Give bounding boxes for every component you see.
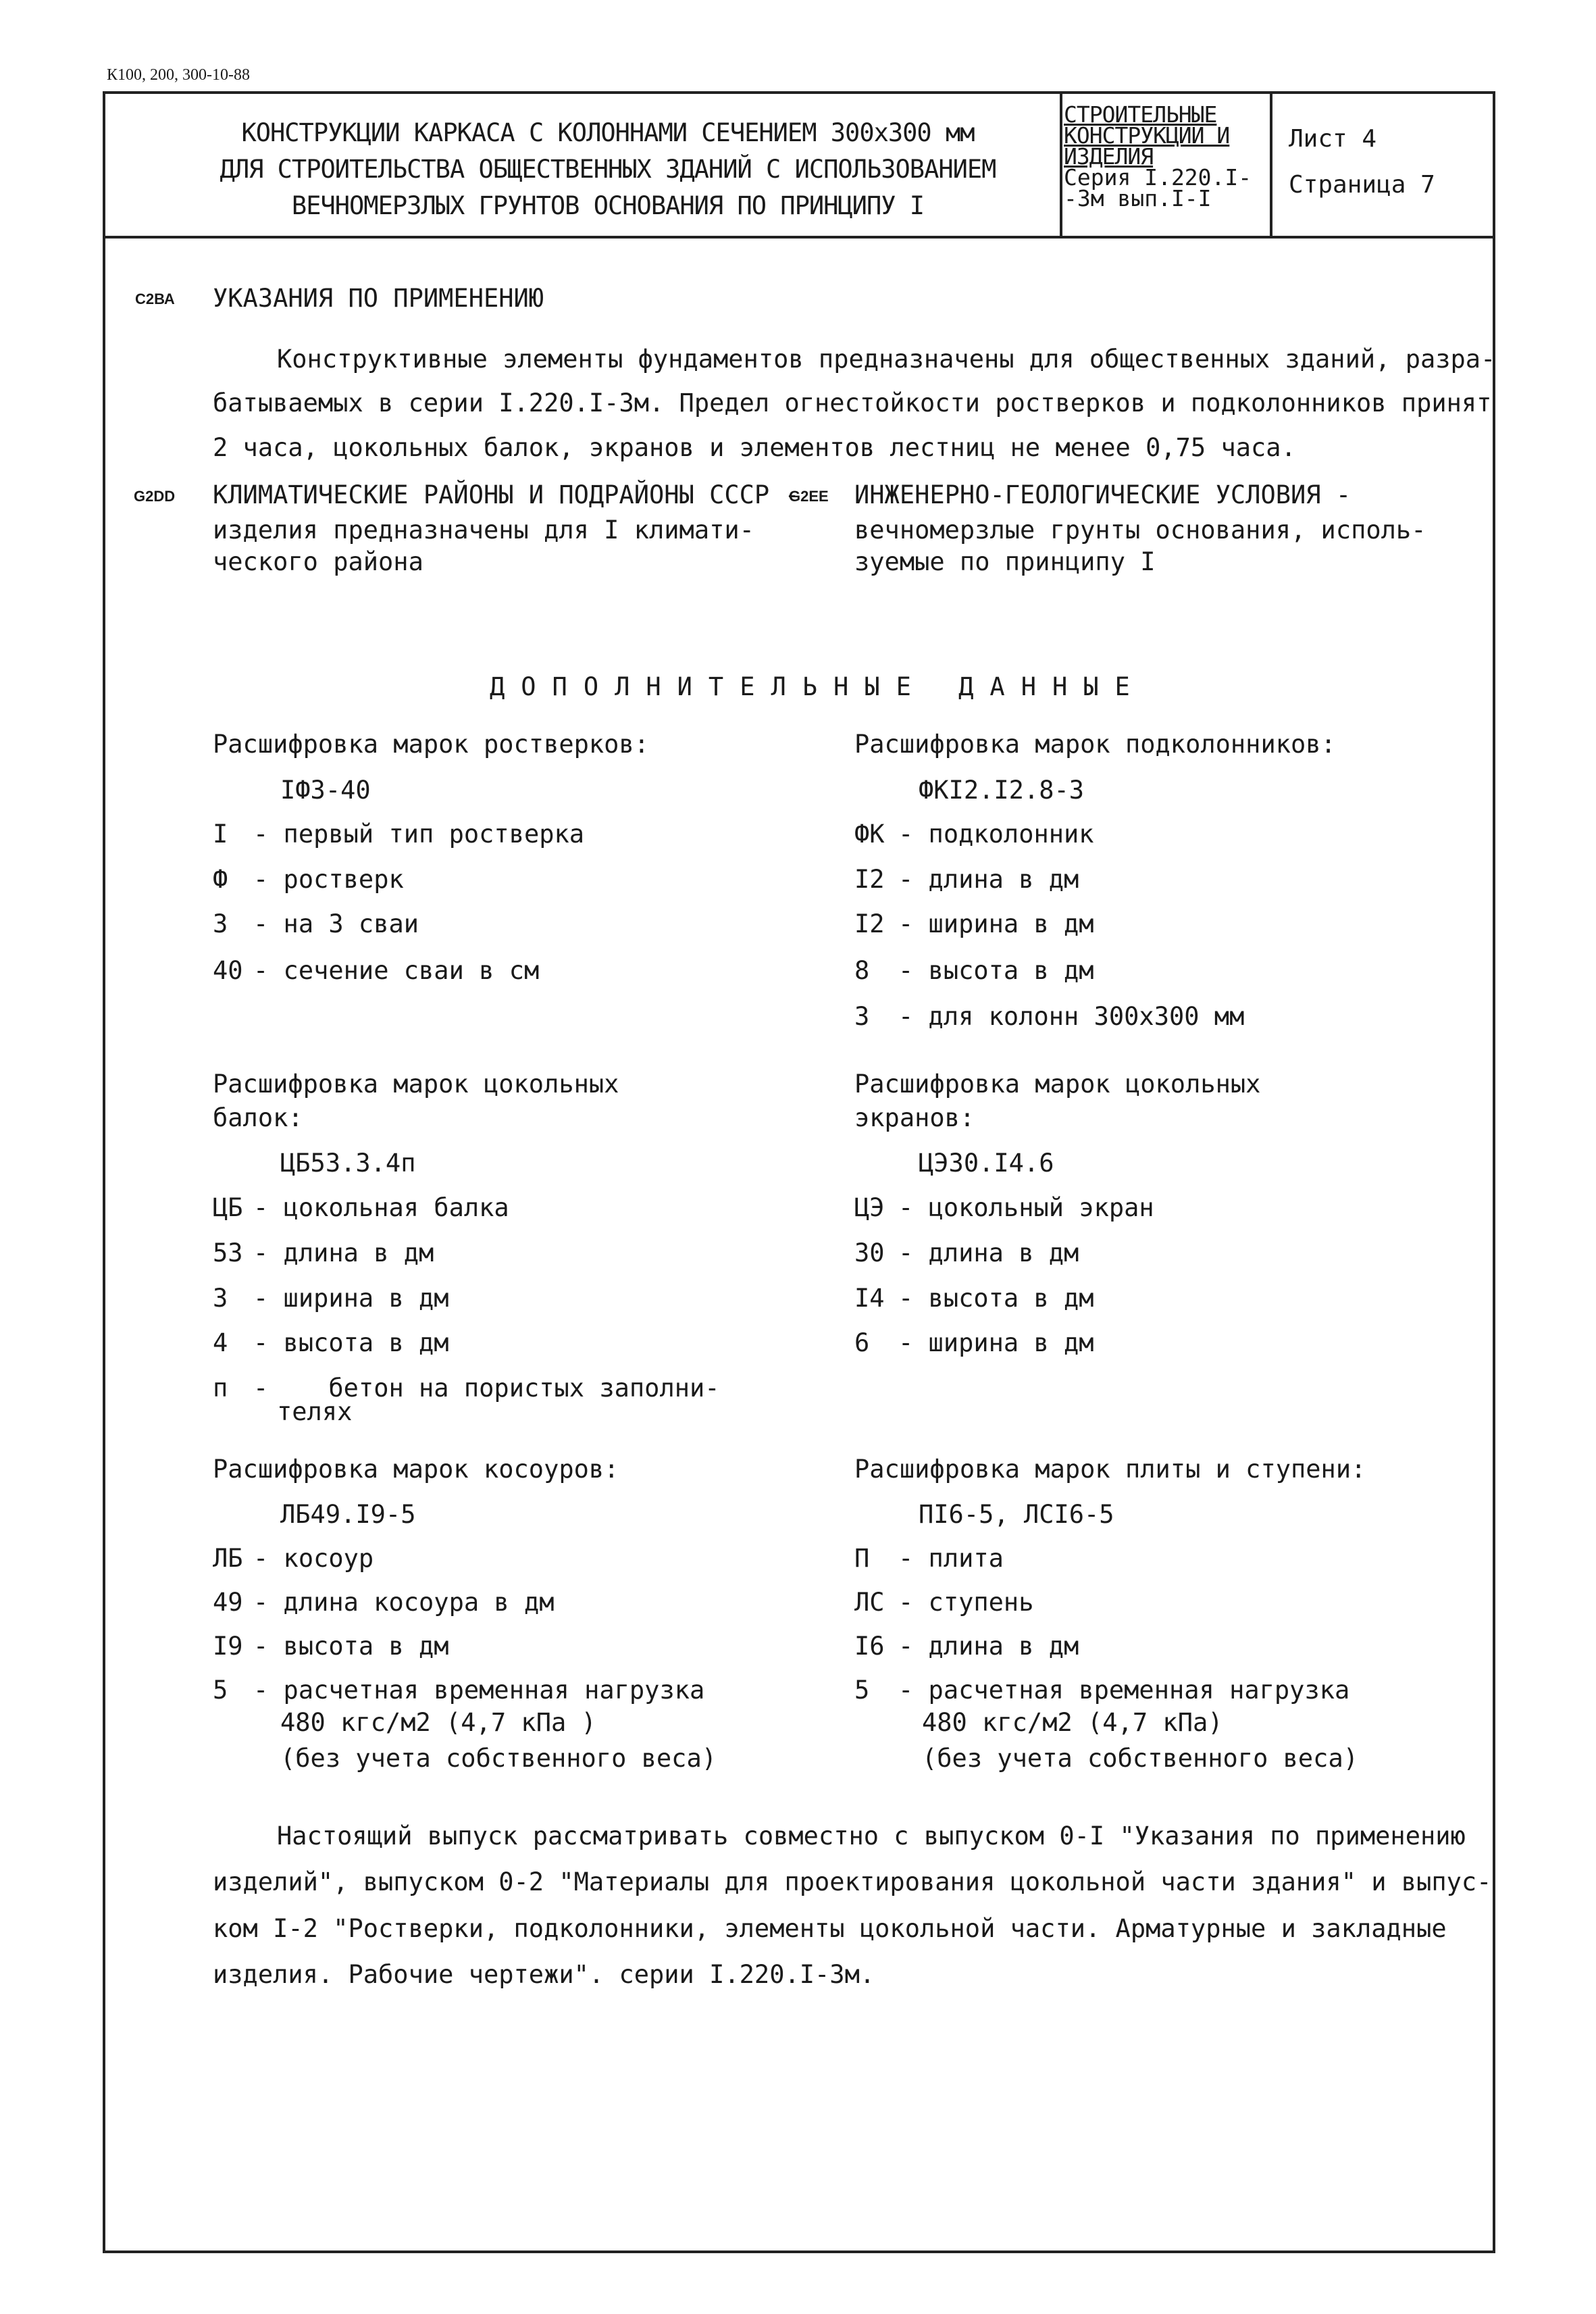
series-block: [1064, 101, 1266, 211]
kosour-key: 5: [213, 1676, 228, 1705]
balki-value-tail: телях: [277, 1397, 353, 1426]
geology-line: ИНЖЕНЕРНО-ГЕОЛОГИЧЕСКИЕ УСЛОВИЯ -: [854, 480, 1352, 509]
ekrany-code: ЦЭ30.I4.6: [919, 1149, 1054, 1178]
ekrany-title: экранов:: [854, 1103, 975, 1132]
kosour-value: - косоур: [253, 1544, 374, 1573]
rostverk-value: - сечение сваи в см: [253, 956, 540, 985]
balki-value: - бетон на пористых заполни-: [253, 1374, 720, 1403]
kosour-key: 49: [213, 1588, 243, 1617]
plity-value: - плита: [898, 1544, 1004, 1573]
usage-code: С2ВА: [135, 291, 175, 307]
balki-value: - длина в дм: [253, 1238, 434, 1267]
podkolonnik-key: I2: [854, 865, 885, 894]
kosour-value: - длина косоура в дм: [253, 1588, 555, 1617]
series-line: КОНСТРУКЦИИ И: [1064, 122, 1230, 149]
ekrany-key: 6: [854, 1328, 870, 1357]
rostverk-title: Расшифровка марок ростверков:: [213, 730, 650, 759]
balki-value: - высота в дм: [253, 1328, 449, 1357]
ekrany-key: ЦЭ: [854, 1193, 885, 1222]
podkolonnik-value: - высота в дм: [898, 956, 1094, 985]
ekrany-value: - ширина в дм: [898, 1328, 1094, 1357]
title-line: ДЛЯ СТРОИТЕЛЬСТВА ОБЩЕСТВЕННЫХ ЗДАНИЙ С ИСПОЛЬЗОВАНИЕМ: [220, 155, 996, 184]
footer-text-line: Настоящий выпуск рассматривать совместно с выпуском 0-I "Указания по применению: [277, 1821, 1466, 1851]
rostverk-key: 40: [213, 956, 243, 985]
balki-value: - ширина в дм: [253, 1284, 449, 1313]
kosour-value-tail: 480 кгс/м2 (4,7 кПа ): [280, 1708, 596, 1737]
kosour-value-tail: (без учета собственного веса): [280, 1744, 717, 1773]
title-line: КОНСТРУКЦИИ КАРКАСА С КОЛОННАМИ СЕЧЕНИЕМ 300х300 мм: [241, 118, 975, 147]
usage-text-line: батываемых в серии I.220.I-3м. Предел огнестойкости ростверков и подколонников принят: [213, 388, 1492, 418]
header-separator-right: [1270, 94, 1272, 236]
podkolonnik-key: 3: [854, 1002, 870, 1031]
ekrany-key: 30: [854, 1238, 885, 1267]
balki-value: - цокольная балка: [253, 1193, 509, 1222]
rostverk-key: Ф: [213, 865, 228, 894]
footer-text-line: ком I-2 "Ростверки, подколонники, элементы цокольной части. Арматурные и закладные: [213, 1914, 1447, 1943]
podkolonnik-key: ФК: [854, 820, 885, 849]
usage-text-line: 2 часа, цокольных балок, экранов и элементов лестниц не менее 0,75 часа.: [213, 433, 1296, 462]
podkolonnik-key: 8: [854, 956, 870, 985]
balki-key: 53: [213, 1238, 243, 1267]
plity-value-tail: (без учета собственного веса): [922, 1744, 1359, 1773]
geology-line: зуемые по принципу I: [854, 547, 1156, 576]
plity-code: ПI6-5, ЛСI6-5: [919, 1500, 1114, 1529]
document-title: [169, 115, 1047, 224]
balki-code: ЦБ53.3.4п: [280, 1149, 416, 1178]
series-line: Серия I.220.I-: [1064, 164, 1252, 191]
podkolonnik-title: Расшифровка марок подколонников:: [854, 730, 1336, 759]
plity-key: П: [854, 1544, 870, 1573]
plity-value: - расчетная временная нагрузка: [898, 1676, 1350, 1705]
climate-code: G2DD: [134, 488, 176, 505]
ekrany-key: I4: [854, 1284, 885, 1313]
ekrany-title: Расшифровка марок цокольных: [854, 1070, 1261, 1099]
plity-value: - ступень: [898, 1588, 1034, 1617]
header-separator-left: [1060, 94, 1062, 236]
footer-text-line: изделия. Рабочие чертежи". серии I.220.I-3м.: [213, 1960, 875, 1989]
plity-title: Расшифровка марок плиты и ступени:: [854, 1455, 1366, 1484]
climate-line: КЛИМАТИЧЕСКИЕ РАЙОНЫ И ПОДРАЙОНЫ СССР -: [213, 480, 800, 509]
kosour-key: ЛБ: [213, 1544, 243, 1573]
plity-key: ЛС: [854, 1588, 885, 1617]
series-line: СТРОИТЕЛЬНЫЕ: [1064, 101, 1217, 128]
podkolonnik-value: - подколонник: [898, 820, 1094, 849]
balki-title: балок:: [213, 1103, 303, 1132]
podkolonnik-value: - длина в дм: [898, 865, 1079, 894]
plity-value-tail: 480 кгс/м2 (4,7 кПа): [922, 1708, 1223, 1737]
geology-code: G2EE: [789, 488, 829, 505]
series-line: -3м вып.I-I: [1064, 185, 1212, 211]
balki-key: 3: [213, 1284, 228, 1313]
ekrany-value: - цокольный экран: [898, 1193, 1154, 1222]
rostverk-value: - первый тип ростверка: [253, 820, 585, 849]
rostverk-code: IФ3-40: [280, 776, 371, 805]
podkolonnik-code: ФКI2.I2.8-3: [919, 776, 1085, 805]
footer-text-line: изделий", выпуском 0-2 "Материалы для проектирования цокольной части здания" и выпус-: [213, 1867, 1492, 1896]
balki-key: 4: [213, 1328, 228, 1357]
header-divider: [105, 236, 1493, 238]
geology-line: вечномерзлые грунты основания, исполь-: [854, 515, 1426, 545]
balki-key: ЦБ: [213, 1193, 243, 1222]
climate-line: изделия предназначены для I климати-: [213, 515, 754, 545]
usage-title: УКАЗАНИЯ ПО ПРИМЕНЕНИЮ: [213, 284, 544, 313]
kosour-value: - высота в дм: [253, 1632, 449, 1661]
plity-value: - длина в дм: [898, 1632, 1079, 1661]
podkolonnik-value: - ширина в дм: [898, 909, 1094, 938]
balki-title: Расшифровка марок цокольных: [213, 1070, 619, 1099]
podkolonnik-value: - для колонн 300х300 мм: [898, 1002, 1245, 1031]
kosour-key: I9: [213, 1632, 243, 1661]
ekrany-value: - длина в дм: [898, 1238, 1079, 1267]
sheet-block: [1289, 116, 1435, 208]
usage-text-line: Конструктивные элементы фундаментов предназначены для общественных зданий, разра-: [277, 345, 1496, 374]
sheet-number: Лист 4: [1289, 125, 1377, 153]
rostverk-value: - ростверк: [253, 865, 404, 894]
kosour-value: - расчетная временная нагрузка: [253, 1676, 705, 1705]
page-number: Страница 7: [1289, 171, 1435, 199]
rostverk-key: I: [213, 820, 228, 849]
document-code: К100, 200, 300-10-88: [107, 66, 250, 84]
series-line: ИЗДЕЛИЯ: [1064, 143, 1154, 170]
podkolonnik-key: I2: [854, 909, 885, 938]
title-line: ВЕЧНОМЕРЗЛЫХ ГРУНТОВ ОСНОВАНИЯ ПО ПРИНЦИПУ I: [291, 191, 925, 220]
balki-key: п: [213, 1374, 228, 1403]
ekrany-value: - высота в дм: [898, 1284, 1094, 1313]
plity-key: I6: [854, 1632, 885, 1661]
kosour-code: ЛБ49.I9-5: [280, 1500, 416, 1529]
plity-key: 5: [854, 1676, 870, 1705]
kosour-title: Расшифровка марок косоуров:: [213, 1455, 619, 1484]
extra-data-heading: ДОПОЛНИТЕЛЬНЫЕ ДАННЫЕ: [490, 672, 1146, 701]
rostverk-value: - на 3 сваи: [253, 909, 419, 938]
climate-line: ческого района: [213, 547, 423, 576]
rostverk-key: 3: [213, 909, 228, 938]
